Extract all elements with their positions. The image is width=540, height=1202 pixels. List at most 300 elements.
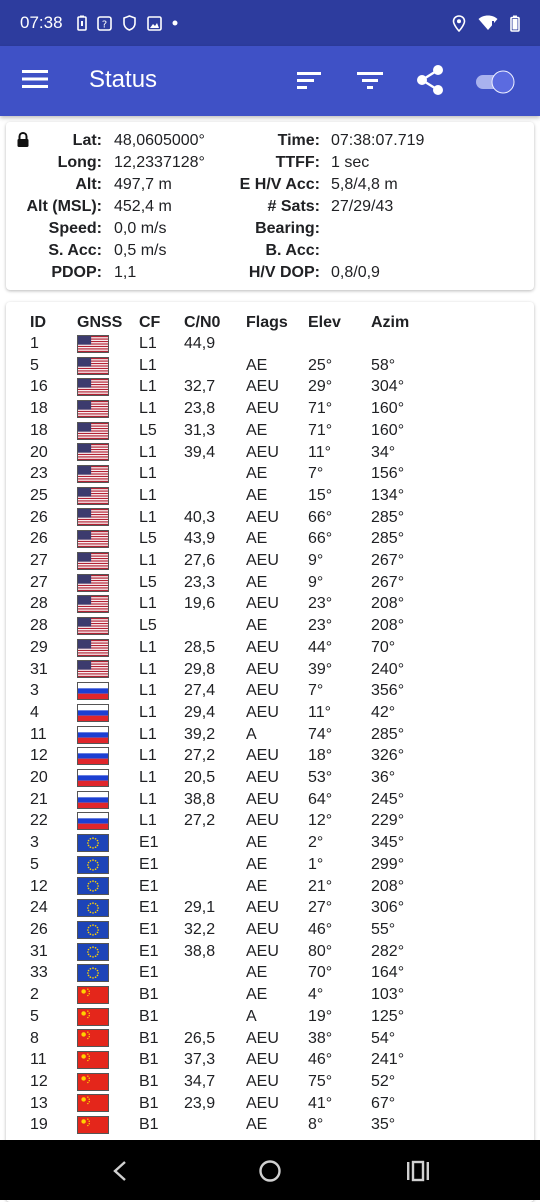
sat-elev: 64°	[308, 790, 333, 808]
sat-id: 5	[30, 855, 39, 873]
sat-elev: 66°	[308, 508, 333, 526]
sat-id: 2	[30, 986, 39, 1004]
sat-elev: 80°	[308, 942, 333, 960]
sat-elev: 66°	[308, 530, 333, 548]
sat-elev: 12°	[308, 812, 333, 830]
header-flags: Flags	[246, 314, 288, 331]
sat-id: 12	[30, 877, 48, 895]
battery-icon	[510, 15, 520, 32]
sat-cf: L1	[139, 486, 157, 504]
sat-cf: L1	[139, 812, 157, 830]
us-flag-icon	[77, 574, 109, 592]
header-cf: CF	[139, 314, 161, 331]
sat-id: 25	[30, 486, 48, 504]
sat-flags: AEU	[246, 552, 279, 570]
table-row	[24, 1114, 431, 1136]
header-elev: Elev	[308, 314, 341, 331]
row-altmsl-sats	[6, 196, 534, 218]
sat-cn0	[184, 854, 246, 876]
sat-azim: 125°	[371, 1007, 405, 1025]
sat-flags: AE	[246, 356, 268, 374]
sat-cf: L1	[139, 335, 157, 352]
sat-id: 27	[30, 552, 48, 570]
sat-gnss	[77, 1006, 139, 1028]
sat-cf: L1	[139, 769, 157, 787]
sat-flags: AEU	[246, 638, 279, 656]
sat-flags: AEU	[246, 920, 279, 938]
sat-cn0: 32,7	[184, 378, 216, 396]
sat-id: 18	[30, 421, 48, 439]
sat-gnss	[77, 680, 139, 702]
sat-flags: AE	[246, 1116, 268, 1134]
sat-azim: 134°	[371, 486, 405, 504]
sat-flags: AE	[246, 573, 268, 591]
sat-elev: 29°	[308, 378, 333, 396]
sat-elev: 9°	[308, 573, 324, 591]
sat-elev: 41°	[308, 1094, 333, 1112]
china-flag-icon	[77, 1094, 109, 1112]
sat-cf: L1	[139, 465, 157, 483]
sat-cf: L5	[139, 530, 157, 548]
sat-id: 13	[30, 1094, 48, 1112]
time-value: 07:38:07.719	[331, 132, 425, 149]
eu-flag-icon	[77, 964, 109, 982]
sat-azim: 240°	[371, 660, 405, 678]
sat-cn0: 27,2	[184, 812, 216, 830]
sat-id: 28	[30, 617, 48, 635]
russia-flag-icon	[77, 769, 109, 787]
sat-azim: 164°	[371, 964, 405, 982]
lat-value: 48,0605000°	[114, 132, 205, 149]
bearing-label: Bearing:	[255, 220, 320, 237]
sat-azim: 267°	[371, 573, 405, 591]
satellite-card	[6, 302, 534, 1202]
sat-azim: 36°	[371, 769, 396, 787]
table-row	[24, 355, 431, 377]
china-flag-icon	[77, 1116, 109, 1134]
russia-flag-icon	[77, 812, 109, 830]
sat-flags: AE	[246, 421, 268, 439]
sat-gnss	[77, 1049, 139, 1071]
sat-id: 5	[30, 356, 39, 374]
unknown-app-icon	[97, 16, 112, 31]
sat-cf: L1	[139, 703, 157, 721]
sat-cf: L1	[139, 356, 157, 374]
sat-flags: AEU	[246, 769, 279, 787]
sat-elev: 7°	[308, 465, 324, 483]
sat-cn0: 38,8	[184, 942, 216, 960]
table-row	[24, 789, 431, 811]
sat-cn0: 28,5	[184, 638, 216, 656]
table-row	[24, 463, 431, 485]
eu-flag-icon	[77, 943, 109, 961]
sat-gnss	[77, 1114, 139, 1136]
sat-id: 31	[30, 660, 48, 678]
sat-azim: 160°	[371, 400, 405, 418]
us-flag-icon	[77, 378, 109, 396]
sat-id: 27	[30, 573, 48, 591]
row-long-ttff	[6, 152, 534, 174]
sat-cn0: 29,8	[184, 660, 216, 678]
sat-id: 24	[30, 899, 48, 917]
sat-cn0: 31,3	[184, 421, 216, 439]
time-label: Time:	[277, 132, 320, 149]
table-row	[24, 876, 431, 898]
table-row	[24, 637, 431, 659]
table-row	[24, 897, 431, 919]
sat-flags	[246, 333, 308, 355]
sat-elev: 38°	[308, 1029, 333, 1047]
us-flag-icon	[77, 443, 109, 461]
sat-elev: 1°	[308, 855, 324, 873]
ttff-value: 1 sec	[331, 154, 370, 171]
sat-flags: AEU	[246, 942, 279, 960]
sat-gnss	[77, 745, 139, 767]
us-flag-icon	[77, 595, 109, 613]
sat-flags: AEU	[246, 790, 279, 808]
row-pdop-hvdop	[6, 262, 534, 284]
sat-cf: L5	[139, 421, 157, 439]
sat-cf: L1	[139, 790, 157, 808]
sat-cn0: 38,8	[184, 790, 216, 808]
table-row	[24, 984, 431, 1006]
sat-cn0: 27,6	[184, 552, 216, 570]
sat-azim: 208°	[371, 595, 405, 613]
sat-id: 18	[30, 400, 48, 418]
sat-gnss	[77, 1028, 139, 1050]
sat-flags: AEU	[246, 1094, 279, 1112]
sat-flags: AEU	[246, 682, 279, 700]
sat-flags: AE	[246, 486, 268, 504]
sat-azim: 34°	[371, 443, 396, 461]
table-row	[24, 919, 431, 941]
sat-azim: 156°	[371, 465, 405, 483]
table-row	[24, 550, 431, 572]
sat-azim: 208°	[371, 877, 405, 895]
sat-azim: 52°	[371, 1072, 396, 1090]
sat-cf: L1	[139, 682, 157, 700]
sat-cf: B1	[139, 1029, 159, 1047]
sat-flags: AEU	[246, 1029, 279, 1047]
sort-icon[interactable]	[297, 70, 323, 90]
us-flag-icon	[77, 660, 109, 678]
sat-id: 26	[30, 920, 48, 938]
sat-elev	[308, 333, 371, 355]
sat-id: 16	[30, 378, 48, 396]
sat-cf: L5	[139, 617, 157, 635]
sat-azim: 356°	[371, 682, 405, 700]
sat-flags: A	[246, 1007, 257, 1025]
sat-cn0	[184, 1114, 246, 1136]
sat-cf: E1	[139, 877, 159, 895]
sat-cf: L1	[139, 508, 157, 526]
russia-flag-icon	[77, 747, 109, 765]
sat-cf: L1	[139, 443, 157, 461]
sat-azim: 326°	[371, 747, 405, 765]
sat-cf: L1	[139, 725, 157, 743]
sat-azim: 70°	[371, 638, 396, 656]
sat-flags: AE	[246, 986, 268, 1004]
table-row	[24, 941, 431, 963]
sat-azim: 58°	[371, 356, 396, 374]
sat-cn0: 40,3	[184, 508, 216, 526]
sat-id: 1	[30, 335, 39, 352]
sat-gnss	[77, 463, 139, 485]
table-row	[24, 702, 431, 724]
long-value: 12,2337128°	[114, 154, 205, 171]
table-row	[24, 1028, 431, 1050]
sat-elev: 11°	[308, 443, 332, 461]
sat-cn0: 43,9	[184, 530, 216, 548]
status-time: 07:38	[20, 13, 63, 32]
sat-gnss	[77, 485, 139, 507]
sat-cf: E1	[139, 834, 159, 852]
sat-cn0: 32,2	[184, 920, 216, 938]
sat-azim: 282°	[371, 942, 405, 960]
sat-id: 8	[30, 1029, 39, 1047]
svg-text:?: ?	[101, 19, 107, 30]
pdop-label: PDOP:	[51, 264, 102, 281]
sat-cf: L1	[139, 660, 157, 678]
sat-elev: 8°	[308, 1116, 324, 1134]
alt-msl-value: 452,4 m	[114, 198, 172, 215]
sat-gnss	[77, 355, 139, 377]
sat-cf: B1	[139, 1116, 159, 1134]
sat-gnss	[77, 810, 139, 832]
table-row	[24, 398, 431, 420]
sat-gnss	[77, 1071, 139, 1093]
table-row	[24, 745, 431, 767]
sat-cn0	[184, 463, 246, 485]
sat-elev: 53°	[308, 769, 333, 787]
sat-flags: AEU	[246, 1072, 279, 1090]
sat-elev: 39°	[308, 660, 333, 678]
sat-elev: 9°	[308, 552, 324, 570]
sat-cn0	[184, 876, 246, 898]
sat-cf: L1	[139, 595, 157, 613]
sat-id: 21	[30, 790, 48, 808]
sats-label: # Sats:	[267, 198, 320, 215]
sat-gnss	[77, 572, 139, 594]
sat-elev: 23°	[308, 617, 333, 635]
sat-cf: L1	[139, 400, 157, 418]
sat-cn0: 34,7	[184, 1072, 216, 1090]
back-icon[interactable]	[112, 1160, 128, 1182]
share-icon[interactable]	[415, 64, 445, 96]
table-row	[24, 333, 431, 355]
russia-flag-icon	[77, 791, 109, 809]
home-icon[interactable]	[258, 1159, 282, 1183]
row-speed-bearing	[6, 218, 534, 240]
china-flag-icon	[77, 1029, 109, 1047]
sat-id: 33	[30, 964, 48, 982]
sat-flags: AE	[246, 964, 268, 982]
row-lat-time	[6, 130, 534, 152]
status-bar	[0, 0, 540, 46]
sat-id: 11	[30, 725, 47, 743]
sat-azim: 35°	[371, 1116, 396, 1134]
sat-azim: 345°	[371, 834, 405, 852]
sat-flags: AEU	[246, 660, 279, 678]
china-flag-icon	[77, 1008, 109, 1026]
sat-cf: L5	[139, 573, 157, 591]
table-row	[24, 1006, 431, 1028]
sat-gnss	[77, 528, 139, 550]
notification-dot-icon	[172, 20, 178, 26]
eu-flag-icon	[77, 899, 109, 917]
china-flag-icon	[77, 1073, 109, 1091]
sat-gnss	[77, 984, 139, 1006]
navigation-bar	[0, 1140, 540, 1200]
table-row	[24, 485, 431, 507]
long-label: Long:	[57, 154, 102, 171]
sat-elev: 71°	[308, 400, 333, 418]
sat-gnss	[77, 376, 139, 398]
sat-flags: AEU	[246, 1051, 279, 1069]
sat-azim: 306°	[371, 899, 405, 917]
russia-flag-icon	[77, 682, 109, 700]
table-row	[24, 680, 431, 702]
hvdop-label: H/V DOP:	[248, 264, 320, 281]
sat-gnss	[77, 941, 139, 963]
sat-elev: 23°	[308, 595, 333, 613]
header-azim: Azim	[371, 314, 410, 331]
sat-flags: AE	[246, 530, 268, 548]
sat-cf: E1	[139, 920, 159, 938]
sat-gnss	[77, 442, 139, 464]
sat-flags: AEU	[246, 378, 279, 396]
sat-gnss	[77, 767, 139, 789]
sat-elev: 70°	[308, 964, 333, 982]
sat-id: 19	[30, 1116, 48, 1134]
toggle-switch[interactable]	[475, 70, 517, 94]
us-flag-icon	[77, 357, 109, 375]
sat-cn0: 23,8	[184, 400, 216, 418]
table-row	[24, 1049, 431, 1071]
us-flag-icon	[77, 617, 109, 635]
us-flag-icon	[77, 465, 109, 483]
sat-id: 12	[30, 747, 48, 765]
sat-cn0	[184, 485, 246, 507]
table-row	[24, 724, 431, 746]
sat-azim: 160°	[371, 421, 405, 439]
sat-cn0: 27,2	[184, 747, 216, 765]
sat-gnss	[77, 333, 139, 355]
sat-cn0	[184, 615, 246, 637]
sat-elev: 44°	[308, 638, 333, 656]
sat-elev: 75°	[308, 1072, 333, 1090]
sat-cn0	[184, 832, 246, 854]
sat-gnss	[77, 789, 139, 811]
sat-cn0: 29,4	[184, 703, 216, 721]
sat-cf: B1	[139, 1051, 159, 1069]
location-icon	[452, 15, 466, 32]
china-flag-icon	[77, 1051, 109, 1069]
sat-cn0: 44,9	[184, 335, 216, 352]
sat-azim: 229°	[371, 812, 405, 830]
recents-icon[interactable]	[406, 1160, 430, 1182]
header-id: ID	[30, 314, 46, 331]
page-title: Status	[89, 66, 158, 93]
speed-label: Speed:	[48, 220, 102, 237]
sat-cn0: 26,5	[184, 1029, 216, 1047]
sat-cn0: 29,1	[184, 899, 216, 917]
sat-cn0: 39,2	[184, 725, 216, 743]
ehv-acc-value: 5,8/4,8 m	[331, 176, 398, 193]
sat-flags: AE	[246, 465, 268, 483]
table-row	[24, 767, 431, 789]
sat-id: 22	[30, 812, 48, 830]
sat-elev: 71°	[308, 421, 333, 439]
sat-flags: AE	[246, 834, 268, 852]
sat-id: 5	[30, 1007, 39, 1025]
sat-gnss	[77, 1093, 139, 1115]
ttff-label: TTFF:	[275, 154, 320, 171]
sat-cn0: 27,4	[184, 682, 216, 700]
table-row	[24, 593, 431, 615]
us-flag-icon	[77, 487, 109, 505]
sat-azim: 241°	[371, 1051, 405, 1069]
sat-id: 3	[30, 834, 39, 852]
lat-label: Lat:	[72, 132, 102, 149]
sat-cn0	[184, 984, 246, 1006]
sat-id: 26	[30, 508, 48, 526]
alt-label: Alt:	[75, 176, 102, 193]
app-bar	[0, 46, 540, 116]
sat-elev: 46°	[308, 920, 333, 938]
sat-flags: AEU	[246, 899, 279, 917]
sat-gnss	[77, 919, 139, 941]
table-row	[24, 962, 431, 984]
sacc-value: 0,5 m/s	[114, 242, 167, 259]
sat-cf: B1	[139, 986, 159, 1004]
sat-cn0	[184, 962, 246, 984]
sat-flags: AEU	[246, 443, 279, 461]
sat-azim: 285°	[371, 725, 405, 743]
sat-elev: 4°	[308, 986, 324, 1004]
eu-flag-icon	[77, 921, 109, 939]
sat-cn0: 39,4	[184, 443, 216, 461]
sat-azim: 285°	[371, 530, 405, 548]
sat-gnss	[77, 550, 139, 572]
sat-id: 26	[30, 530, 48, 548]
sat-cf: B1	[139, 1007, 159, 1025]
sat-elev: 11°	[308, 703, 332, 721]
sat-gnss	[77, 615, 139, 637]
row-alt-ehv	[6, 174, 534, 196]
sat-cf: E1	[139, 899, 159, 917]
sat-gnss	[77, 507, 139, 529]
sat-gnss	[77, 398, 139, 420]
alt-value: 497,7 m	[114, 176, 172, 193]
sat-cf: L1	[139, 552, 157, 570]
table-row	[24, 659, 431, 681]
sat-id: 3	[30, 682, 39, 700]
sat-flags: AEU	[246, 595, 279, 613]
table-row	[24, 442, 431, 464]
eu-flag-icon	[77, 877, 109, 895]
sat-elev: 15°	[308, 486, 333, 504]
sat-cn0: 23,3	[184, 573, 216, 591]
sat-azim: 54°	[371, 1029, 396, 1047]
sat-azim: 245°	[371, 790, 405, 808]
sat-gnss	[77, 832, 139, 854]
sat-elev: 25°	[308, 356, 333, 374]
filter-icon[interactable]	[357, 70, 383, 90]
sat-elev: 21°	[308, 877, 333, 895]
menu-icon[interactable]	[22, 69, 48, 89]
table-row	[24, 507, 431, 529]
